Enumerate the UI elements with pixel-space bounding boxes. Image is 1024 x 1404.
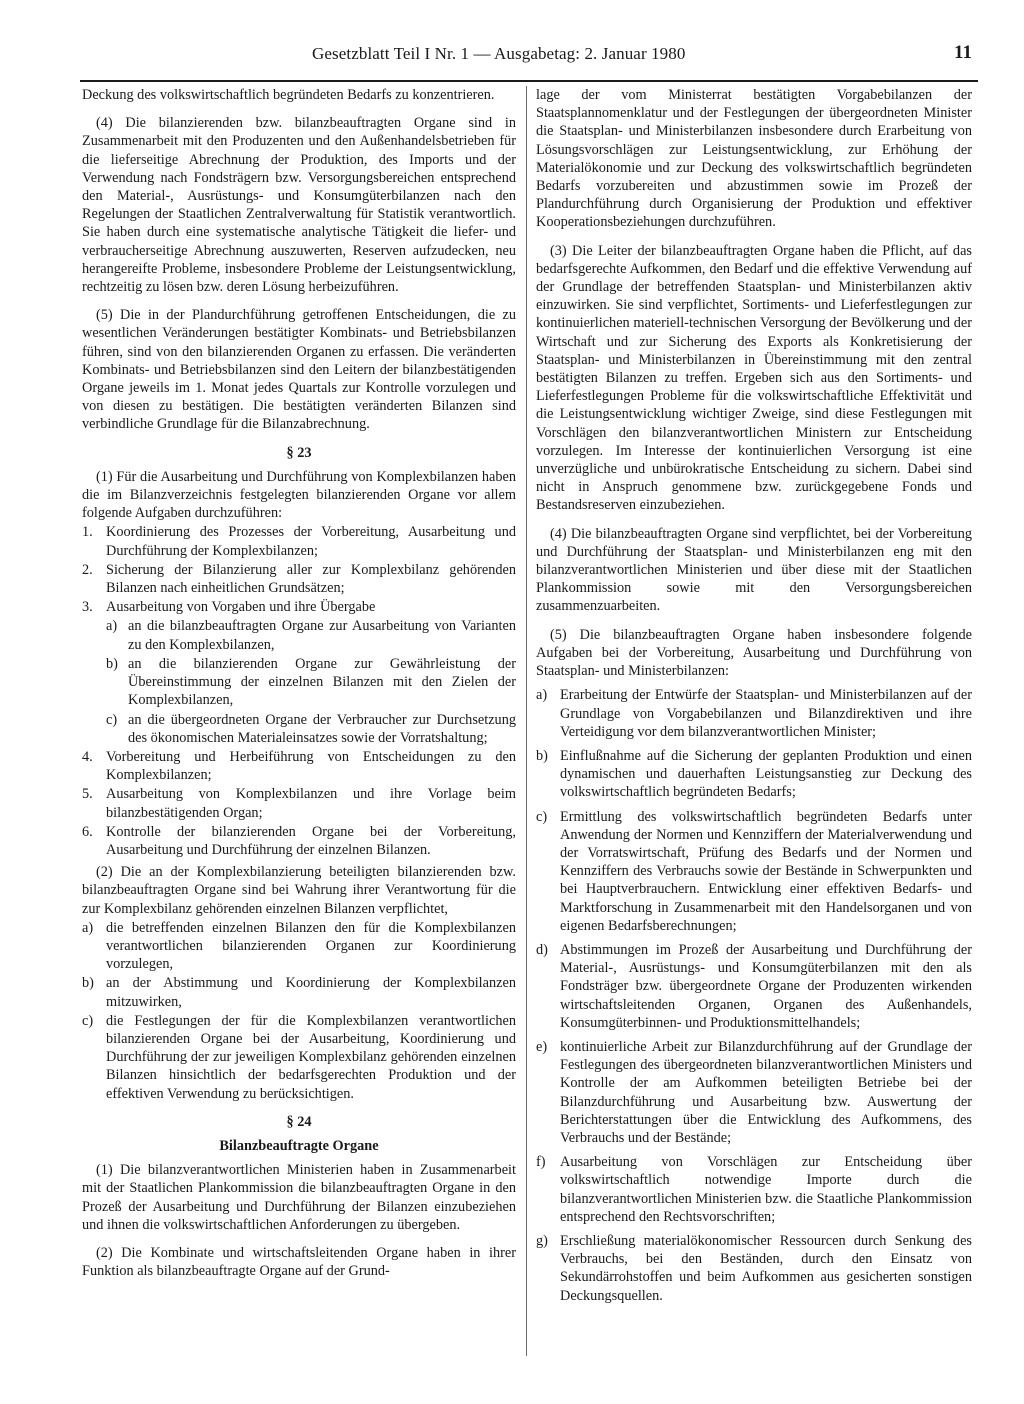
paragraph-4: (4) Die bilanzbeauftragten Organe sind verpflichtet, bei der Vorbereitung und Durchführung der Staatsplan- und Ministerbilanzen eng mit den bilanzverantwortlichen Ministerien und über diese mit der Staatlichen Plankommission sowie mit den Versorgungsbereichen zusammenzuarbeiten. <box>536 525 972 615</box>
list-marker: a) <box>106 618 118 635</box>
list-item <box>82 919 516 974</box>
list-marker: 5. <box>82 786 93 803</box>
list-item-text: Erschließung materialökonomischer Ressourcen durch Senkung des Verbrauchs, bei den Beständen, durch den Einsatz von Sekundärrohstoffen und beim Aufkommen aus gesicherten sonstigen Deckungsquellen. <box>560 1232 972 1304</box>
section-24-paragraph-1: (1) Die bilanzverantwortlichen Ministerien haben in Zusammenarbeit mit der Staatlichen Plankommission die bilanzbeauftragten Organe in den Prozeß der Ausarbeitung und Durchführung der Bilanzen einzubeziehen und ihnen die volkswirtschaftlichen Anforderungen zu übergeben. <box>82 1162 516 1233</box>
list-item <box>536 1153 972 1226</box>
list-marker: b) <box>536 747 548 764</box>
list-item <box>536 747 972 802</box>
list-marker: 1. <box>82 524 93 541</box>
list-marker: c) <box>106 711 118 728</box>
list-marker: g) <box>536 1232 548 1249</box>
list-item-text: an die bilanzbeauftragten Organe zur Ausarbeitung von Varianten zu den Komplexbilanzen, <box>128 618 516 653</box>
list-item <box>82 598 516 616</box>
paragraph-5: (5) Die bilanzbeauftragten Organe haben insbesondere folgende Aufgaben bei der Vorbereitung, Ausarbeitung und Durchführung von Staatsplan- und Ministerbilanzen: <box>536 626 972 680</box>
section-23-paragraph-2: (2) Die an der Komplexbilanzierung beteiligten bilanzierenden bzw. bilanzbeauftragten Organe sind bei Wahrung ihrer Verantwortung für die zur Komplexbilanz gehörenden einzelnen Bilanzen verpflichtet, <box>82 864 516 917</box>
sublist-item <box>106 617 516 653</box>
list-marker: 3. <box>82 599 93 616</box>
list-marker: a) <box>82 919 94 936</box>
paragraph-4: (4) Die bilanzierenden bzw. bilanzbeauftragten Organe sind in Zusammenarbeit mit den Produzenten und den Außenhandelsbetrieben für die lieferseitige Abrechnung der Produktion, des Imports und der Verwendung nach Fondsträgern bzw. Versorgungsbereichen entsprechend den Material-, Ausrüstungs- und Konsumgüterbilanzen nach den Regelungen der Staatlichen Zentralverwaltung für Statistik verantwortlich. Sie haben durch eine systematische analytische Tätigkeit die liefer- und verbraucherseitige Abrechnung auszuwerten, Reserven aufzudecken, neu herangereifte Probleme, insbesondere Probleme der Leistungsentwicklung, rechtzeitig zu lösen bzw. deren Lösung herbeizuführen. <box>82 115 516 296</box>
list-item-text: an der Abstimmung und Koordinierung der Komplexbilanzen mitzuwirken, <box>106 975 516 1010</box>
header-title: Gesetzblatt Teil I Nr. 1 — Ausgabetag: 2. Januar 1980 <box>312 44 686 63</box>
section-23-list <box>82 523 516 616</box>
list-item <box>82 1012 516 1103</box>
page-number: 11 <box>954 42 972 63</box>
list-item <box>82 523 516 559</box>
list-item <box>536 1038 972 1147</box>
list-item <box>82 561 516 597</box>
section-23-list-continued <box>82 748 516 859</box>
list-marker: b) <box>82 975 94 992</box>
list-item-text: Ausarbeitung von Komplexbilanzen und ihre Vorlage beim bilanzbestätigenden Organ; <box>106 786 516 821</box>
list-item-text: kontinuierliche Arbeit zur Bilanzdurchführung auf der Grundlage der Festlegungen des übergeordneten bilanzverantwortlichen Ministers und Kontrolle der am Aufkommen beteiligten Betriebe bei der Bilanzdurchführung und Ausarbeitung bzw. Auswertung der Berichterstattungen über die Entwicklung des Aufkommens, des Verbrauchs und der Bestände; <box>560 1038 972 1146</box>
page-header <box>80 40 978 82</box>
list-item-text: die Festlegungen der für die Komplexbilanzen verantwortlichen bilanzierenden Organe bei der Ausarbeitung, Koordinierung und Durchführung der zur jeweiligen Komplexbilanz gehörenden einzelnen Bilanzen hinsichtlich der bedarfsgerechten Produktion und der effektiven Verwendung zu berücksichtigen. <box>106 1012 516 1102</box>
sublist-item <box>106 655 516 710</box>
section-heading-23: § 23 <box>286 444 312 461</box>
list-item <box>536 1232 972 1305</box>
list-item-text: Ausarbeitung von Vorgaben und ihre Übergabe <box>106 599 376 616</box>
list-item <box>536 808 972 935</box>
sublist-item <box>106 711 516 747</box>
list-item-text: Ausarbeitung von Vorschlägen zur Entscheidung über volkswirtschaftlich notwendige Importe durch die bilanzverantwortlichen Ministerien bzw. die Staatliche Plankommission entsprechend den Rechtsvorschriften; <box>560 1154 972 1225</box>
left-column <box>82 86 516 1280</box>
list-item-text: Koordinierung des Prozesses der Vorbereitung, Ausarbeitung und Durchführung der Komplexbilanzen; <box>106 524 516 559</box>
list-marker: a) <box>536 687 548 704</box>
list-item-text: Erarbeitung der Entwürfe der Staatsplan- und Ministerbilanzen auf der Grundlage von Vorgabebilanzen und Bilanzdirektiven und ihre Verteidigung vor dem bilanzverantwortlichen Minister; <box>560 687 972 740</box>
paragraph-3: (3) Die Leiter der bilanzbeauftragten Organe haben die Pflicht, auf das bedarfsgerechte Aufkommen, den Bedarf und die effektive Verwendung auf der Grundlage der betreffenden Staatsplan- und Ministerbilanzen aktiv einzuwirken. Sie sind verpflichtet, Sortiments- und Lieferfestlegungen zur kontinuierlichen materiell-technischen Versorgung der Bevölkerung und der Wirtschaft und zur Sicherung des Exports als Konkretisierung der Staatsplan- und Ministerbilanzen in Übereinstimmung mit den zentral bestätigten Bilanzen zu treffen. Ergeben sich aus den Sortiments- und Lieferfestlegungen Probleme für die volkswirtschaftliche Effektivität und die Leistungsentwicklung wichtiger Zweige, sind diese Festlegungen mit Vorschlägen den bilanzverantwortlichen Ministern zur Entscheidung vorzulegen. Im Interesse der kontinuierlichen Versorgung ist eine unverzügliche und unbürokratische Entscheidung zu sichern. Dabei sind nicht in Anspruch genommene bzw. zurückgegebene Fonds und Bestandsreserven einzubeziehen. <box>536 242 972 514</box>
list-item-text: Ermittlung des volkswirtschaftlich begründeten Bedarfs unter Anwendung der Normen und Kennziffern der Materialverwendung und der Vorratswirtschaft, Prüfung des Bedarfs und der Normen und Kennziffern des Verbrauchs sowie der Bestände in Schwerpunkten und bei Hauptverbrauchern. Entwicklung einer effektiven Bedarfs- und Marktforschung in Zusammenarbeit mit den Handelsorganen und von eigenen Bedarfsberechnungen; <box>560 808 972 934</box>
section-23-paragraph-1: (1) Für die Ausarbeitung und Durchführung von Komplexbilanzen haben die im Bilanzverzeichnis festgelegten bilanzierenden Organe vor allem folgende Aufgaben durchzuführen: <box>82 468 516 522</box>
section-heading-24: § 24 <box>286 1113 312 1130</box>
column-divider <box>526 86 527 1356</box>
continued-paragraph: lage der vom Ministerrat bestätigten Vorgabebilanzen der Staatsplannomenklatur und der Festlegungen der übergeordneten Minister die Staatsplan- und Ministerbilanzen insbesondere durch Erarbeitung von Lösungsvorschlägen zur Leistungsentwicklung, zur Erhöhung der Materialökonomie und zur Deckung des volkswirtschaftlich begründeten Bedarfs vorzubereiten und abzustimmen sowie im Prozeß der Plandurchführung durch Organisierung der Produktion und effektiver Kooperationsbeziehungen durchzuführen. <box>536 87 972 231</box>
section-23-paragraph-2-list <box>82 919 516 1103</box>
section-23-sublist <box>82 617 516 746</box>
list-marker: 6. <box>82 823 93 840</box>
list-item-text: Abstimmungen im Prozeß der Ausarbeitung und Durchführung der Material-, Ausrüstungs- und Konsumgüterbilanzen mit den als Fondsträger bzw. übergeordnete Organe der Produzenten wirkenden wirtschaftsleitenden Organen, Organen des Außenhandels, Konsumgüterbinnen- und Produktionsmittelhandels; <box>560 941 972 1031</box>
list-marker: 2. <box>82 561 93 578</box>
list-marker: e) <box>536 1038 548 1055</box>
list-marker: 4. <box>82 748 93 765</box>
list-item-text: Kontrolle der bilanzierenden Organe bei der Vorbereitung, Ausarbeitung und Durchführung der einzelnen Bilanzen. <box>106 823 516 858</box>
list-item <box>536 941 972 1032</box>
list-item-text: an die bilanzierenden Organe zur Gewährleistung der Übereinstimmung der einzelnen Bilanzen mit den Zielen der Komplexbilanzen, <box>128 655 516 709</box>
paragraph-5-list <box>536 686 972 1305</box>
list-item <box>82 785 516 821</box>
list-item <box>82 748 516 784</box>
list-item-text: die betreffenden einzelnen Bilanzen den für die Komplexbilanzen verantwortlichen bilanzierenden Organen zur Koordinierung vorzulegen, <box>106 919 516 973</box>
section-24-title: Bilanzbeauftragte Organe <box>219 1137 379 1154</box>
continued-paragraph: Deckung des volkswirtschaftlich begründeten Bedarfs zu konzentrieren. <box>82 87 495 103</box>
list-marker: d) <box>536 941 548 958</box>
list-marker: f) <box>536 1154 546 1171</box>
list-marker: c) <box>536 808 548 825</box>
list-item-text: Einflußnahme auf die Sicherung der geplanten Produktion und einen dynamischen und dauerhaften Leistungsanstieg zur Deckung des volkswirtschaftlich begründeten Bedarfs; <box>560 747 972 801</box>
list-item-text: an die übergeordneten Organe der Verbraucher zur Durchsetzung des ökonomischen Materialeinsatzes sowie der Vorratshaltung; <box>128 711 516 746</box>
list-item <box>82 823 516 859</box>
list-item-text: Vorbereitung und Herbeiführung von Entscheidungen zu den Komplexbilanzen; <box>106 748 516 784</box>
section-24-paragraph-2: (2) Die Kombinate und wirtschaftsleitenden Organe haben in ihrer Funktion als bilanzbeauftragte Organe auf der Grund- <box>82 1244 516 1280</box>
right-column <box>536 86 972 1305</box>
list-marker: c) <box>82 1012 94 1029</box>
list-item-text: Sicherung der Bilanzierung aller zur Komplexbilanz gehörenden Bilanzen nach einheitlichen Grundsätzen; <box>106 561 516 597</box>
paragraph-5: (5) Die in der Plandurchführung getroffenen Entscheidungen, die zu wesentlichen Veränderungen bestätigter Kombinats- und Betriebsbilanzen führen, sind von den bilanzierenden Organen zu erfassen. Die veränderten Kombinats- und Betriebsbilanzen sind den Leitern der bilanzbestätigenden Organe jeweils im 1. Monat jedes Quartals zur Kontrolle vorzulegen und von diesen zu bestätigen. Die bestätigten veränderten Bilanzen sind verbindliche Grundlage für die Bilanzabrechnung. <box>82 307 516 433</box>
list-item <box>82 974 516 1010</box>
list-item <box>536 686 972 741</box>
list-marker: b) <box>106 655 118 672</box>
